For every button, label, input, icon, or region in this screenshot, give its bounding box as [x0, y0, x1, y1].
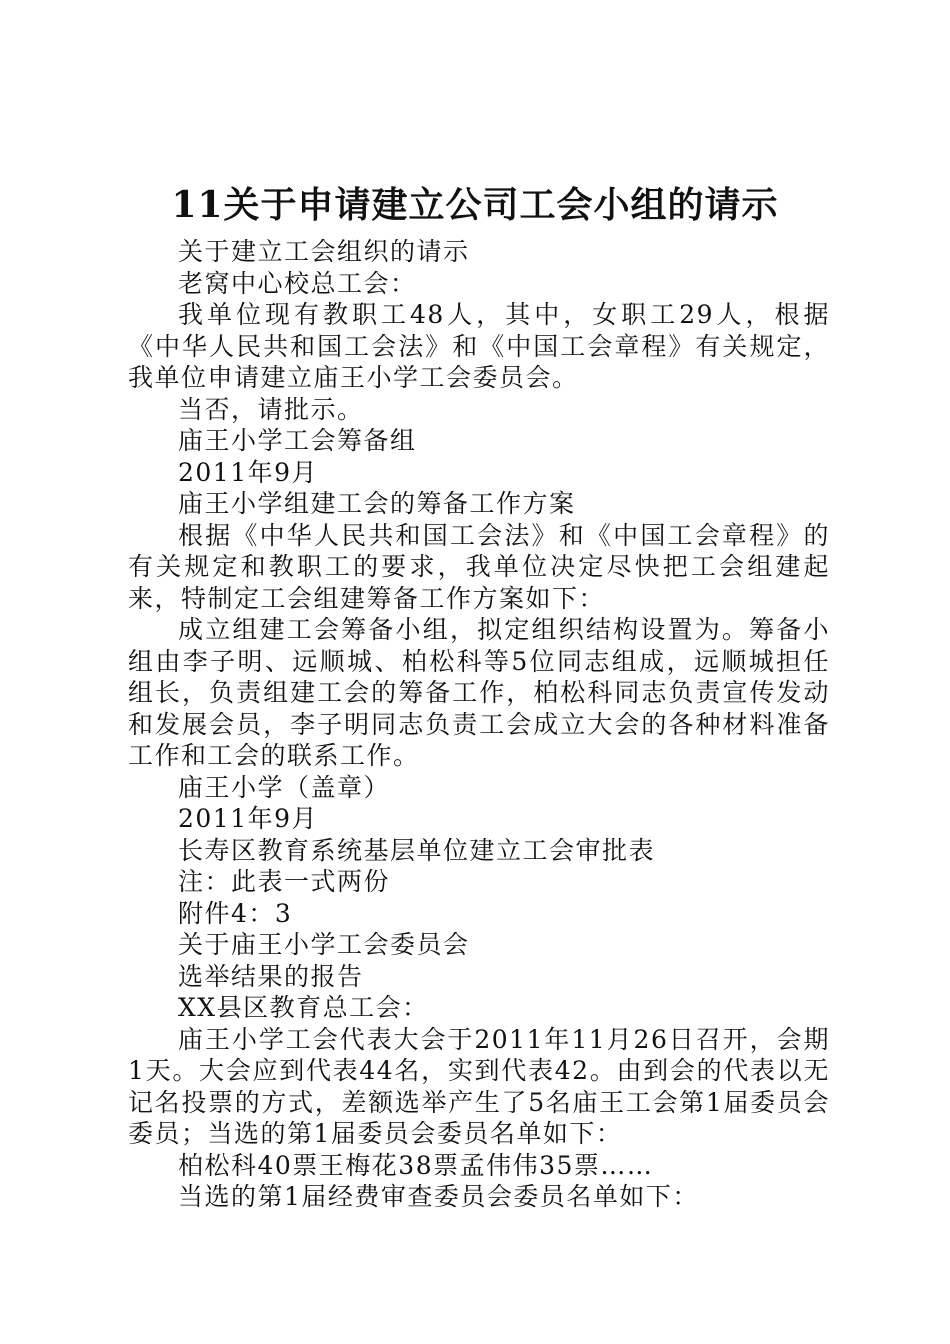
paragraph: 长寿区教育系统基层单位建立工会审批表	[178, 835, 656, 865]
paragraph: 2011年9月	[178, 457, 319, 487]
paragraph: XX县区教育总工会：	[178, 993, 429, 1022]
document-body	[128, 236, 830, 1213]
paragraph: 2011年9月	[178, 804, 319, 833]
paragraph: 老窝中心校总工会：	[178, 268, 417, 298]
paragraph: 当否，请批示。	[178, 394, 364, 424]
paragraph: 庙王小学工会筹备组	[178, 426, 417, 455]
document-title: 11关于申请建立公司工会小组的请示	[171, 184, 779, 226]
paragraph: 当选的第1届经费审查委员会委员名单如下：	[178, 1182, 699, 1211]
paragraph: 成立组建工会筹备小组，拟定组织结构设置为。筹备小组由李子明、远顺城、柏松科等5位同志组成，远顺城担任组长，负责组建工会的筹备工作，柏松科同志负责宣传发动和发展会员，李子明同志负责工会成立大会的各种材料准备工作和工会的联系工作。	[128, 615, 830, 770]
paragraph: 注：此表一式两份	[178, 867, 391, 896]
paragraph: 关于庙王小学工会委员会	[178, 930, 470, 959]
paragraph: 庙王小学组建工会的筹备工作方案	[178, 489, 576, 518]
paragraph: 关于建立工会组织的请示	[178, 237, 470, 266]
paragraph: 庙王小学（盖章）	[178, 772, 391, 802]
paragraph: 我单位现有教职工48人，其中，女职工29人，根据《中华人民共和国工会法》和《中国工会章程》有关规定，我单位申请建立庙王小学工会委员会。	[128, 300, 830, 392]
paragraph: 附件4：3	[178, 898, 293, 928]
paragraph: 庙王小学工会代表大会于2011年11月26日召开，会期1天。大会应到代表44名，实到代表42。由到会的代表以无记名投票的方式，差额选举产生了5名庙王工会第1届委员会委员；当选的第1届委员会委员名单如下：	[128, 1024, 830, 1148]
paragraph: 根据《中华人民共和国工会法》和《中国工会章程》的有关规定和教职工的要求，我单位决定尽快把工会组建起来，特制定工会组建筹备工作方案如下：	[128, 520, 830, 613]
paragraph: 柏松科40票王梅花38票孟伟伟35票……	[178, 1150, 654, 1180]
paragraph: 选举结果的报告	[178, 961, 364, 991]
